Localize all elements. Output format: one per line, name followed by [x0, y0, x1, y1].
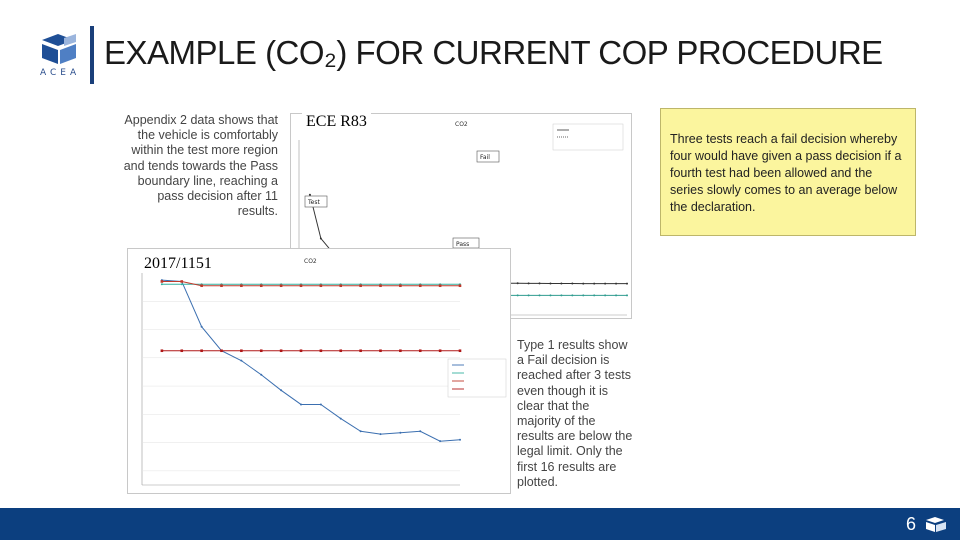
data-point [280, 349, 283, 352]
data-point [240, 349, 243, 352]
data-point [626, 294, 628, 296]
data-point [360, 430, 362, 432]
data-point [339, 349, 342, 352]
data-point [280, 389, 282, 391]
data-point [539, 294, 541, 296]
annotation-pass: Pass [456, 241, 470, 248]
data-point [320, 403, 322, 405]
data-point [593, 283, 595, 285]
data-point [260, 284, 263, 287]
chart-title: CO2 [455, 121, 468, 128]
data-point [571, 283, 573, 285]
data-point [615, 294, 617, 296]
page-number: 6 [905, 514, 916, 534]
data-point [359, 349, 362, 352]
note-box [660, 108, 916, 236]
data-point [380, 433, 382, 435]
data-point [161, 283, 163, 285]
data-point [220, 349, 223, 352]
data-point [180, 280, 183, 283]
data-point [399, 284, 402, 287]
data-point [320, 349, 323, 352]
data-point [320, 284, 323, 287]
data-point [200, 284, 203, 287]
data-point [339, 284, 342, 287]
data-point [240, 284, 243, 287]
reg-2017-1151-chart [128, 249, 510, 493]
data-point [419, 349, 422, 352]
data-point [593, 294, 595, 296]
data-point [582, 283, 584, 285]
logo-text: ACEA [40, 68, 81, 78]
note-text: Three tests reach a fail decision whereby four would have given a pass decision if a fourth test had been allowed and the series slowly comes to an average below the declaration. [670, 132, 902, 214]
data-point [604, 283, 606, 285]
data-point [571, 294, 573, 296]
footer-bar [0, 508, 960, 540]
data-point [549, 294, 551, 296]
data-point [560, 294, 562, 296]
data-point [517, 294, 519, 296]
data-point [439, 284, 442, 287]
reg-2017-1151-label: 2017/1151 [140, 255, 216, 273]
type1-description: Type 1 results show a Fail decision is reached after 3 tests even though it is clear that the majority of the results are below the legal limit. Only the first 16 results are plotted. [517, 338, 633, 489]
data-point [419, 430, 421, 432]
data-point [399, 349, 402, 352]
data-point [419, 284, 422, 287]
title-divider [90, 26, 94, 84]
series-line-1 [162, 280, 460, 441]
acea-footer-logo-icon [924, 515, 950, 535]
data-point [220, 284, 223, 287]
data-point [626, 283, 628, 285]
data-point [549, 283, 551, 285]
data-point [379, 284, 382, 287]
data-point [615, 283, 617, 285]
data-point [240, 360, 242, 362]
data-point [181, 283, 183, 285]
data-point [539, 282, 541, 284]
appendix-description: Appendix 2 data shows that the vehicle is comfortably within the test more region and tends towards the Pass boundary line, reaching a pass decision after 11 results. [123, 113, 278, 219]
data-point [161, 280, 164, 283]
data-point [399, 432, 401, 434]
data-point [280, 284, 283, 287]
annotation-fail: Fail [480, 154, 490, 161]
data-point [180, 349, 183, 352]
chart-title: CO2 [304, 258, 317, 265]
series-line-3 [162, 281, 460, 285]
data-point [459, 349, 462, 352]
data-point [320, 237, 322, 239]
data-point [439, 349, 442, 352]
data-point [582, 294, 584, 296]
data-point [201, 326, 203, 328]
data-point [379, 349, 382, 352]
data-point [459, 439, 461, 441]
data-point [260, 349, 263, 352]
data-point [359, 284, 362, 287]
data-point [528, 294, 530, 296]
data-point [309, 194, 311, 196]
data-point [300, 349, 303, 352]
data-point [260, 374, 262, 376]
data-point [340, 418, 342, 420]
data-point [300, 284, 303, 287]
ece-r83-label: ECE R83 [302, 113, 371, 131]
data-point [517, 282, 519, 284]
data-point [161, 349, 164, 352]
data-point [300, 403, 302, 405]
data-point [604, 294, 606, 296]
data-point [200, 349, 203, 352]
reg-2017-1151-chart-panel [127, 248, 511, 494]
page-title: EXAMPLE (CO₂) FOR CURRENT COP PROCEDURE [104, 34, 883, 71]
data-point [528, 282, 530, 284]
data-point [439, 440, 441, 442]
data-point [459, 284, 462, 287]
annotation-test: Test [308, 199, 320, 206]
data-point [560, 283, 562, 285]
